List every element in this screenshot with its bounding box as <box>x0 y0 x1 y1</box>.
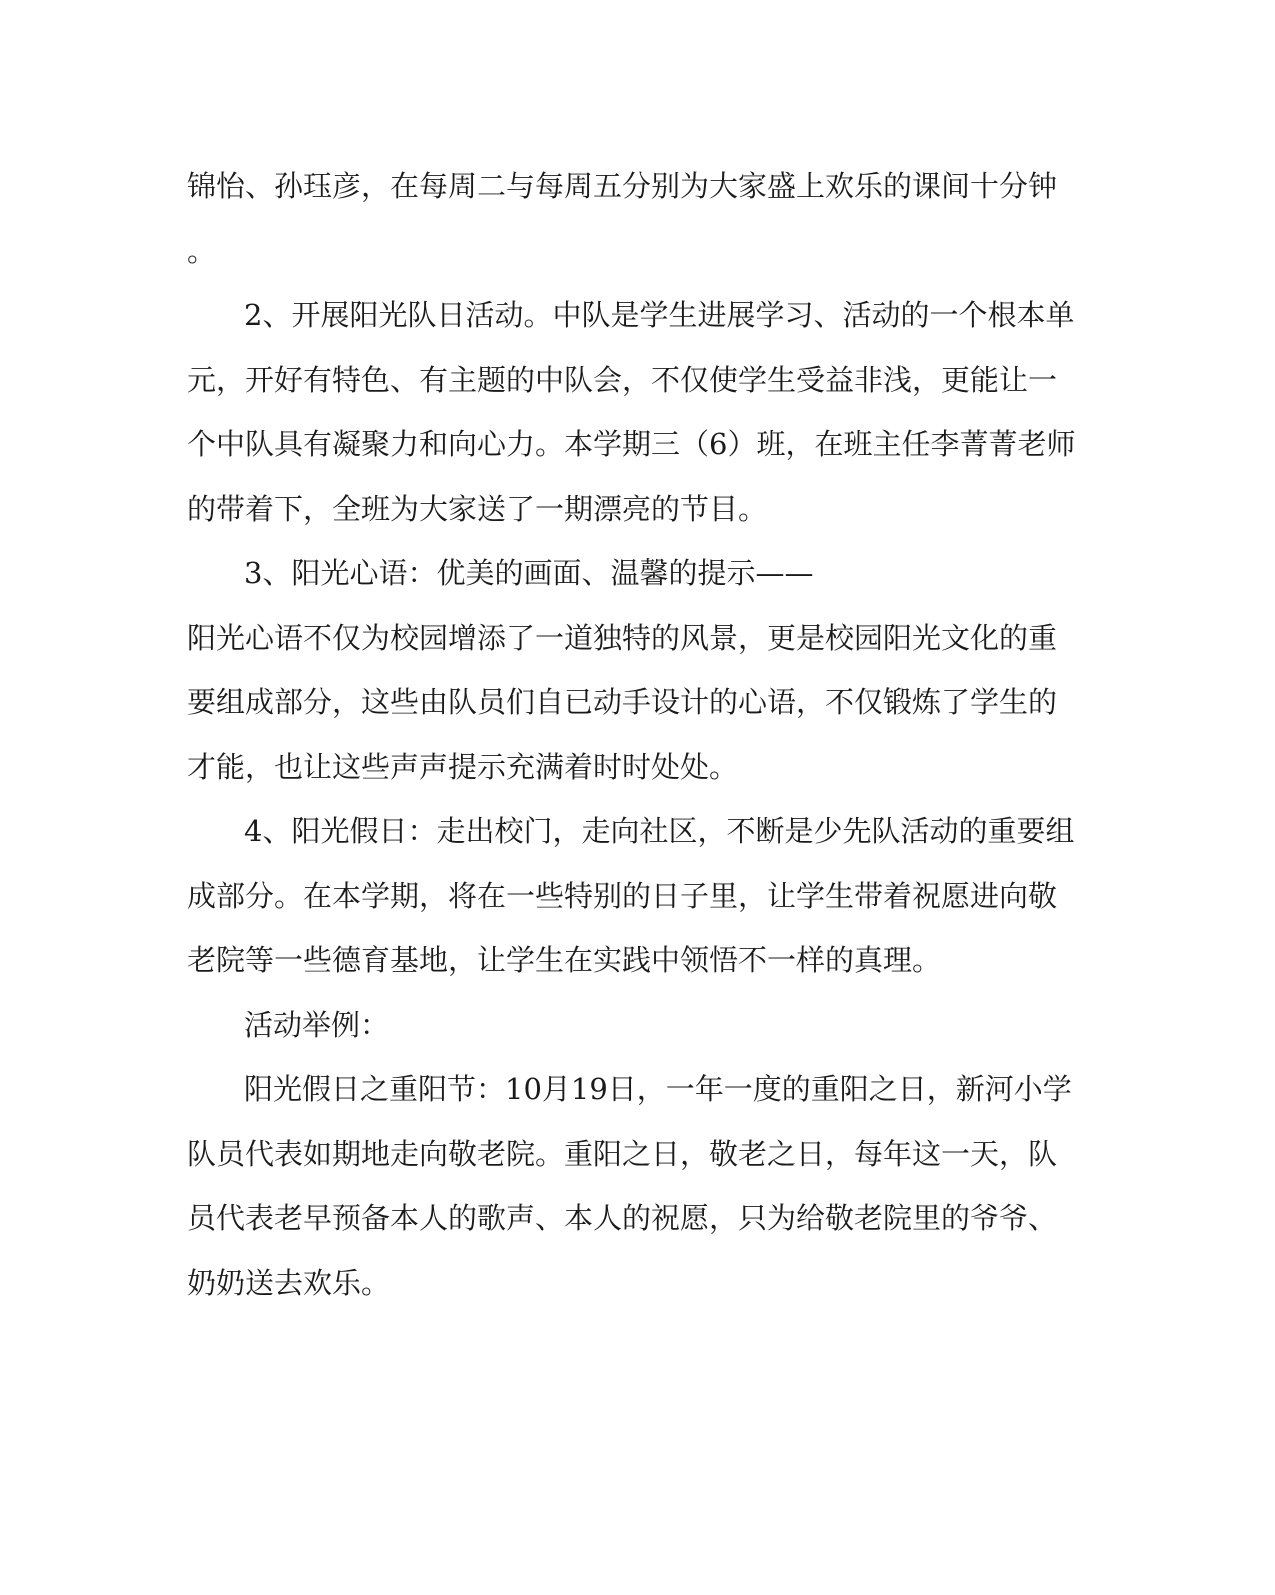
text-line: 4、阳光假日：走出校门，走向社区，不断是少先队活动的重要组 <box>244 814 1075 848</box>
text-line: 。 <box>187 233 217 268</box>
text-line: 锦怡、孙珏彦，在每周二与每周五分别为大家盛上欢乐的课间十分钟 <box>187 169 1058 203</box>
text-line: 3、阳光心语：优美的画面、温馨的提示—— <box>244 556 814 590</box>
text-line: 元，开好有特色、有主题的中队会，不仅使学生受益非浅，更能让一 <box>187 362 1058 397</box>
text-line: 个中队具有凝聚力和向心力。本学期三（6）班，在班主任李菁菁老师 <box>187 427 1076 461</box>
text-line: 队员代表如期地走向敬老院。重阳之日，敬老之日，每年这一天，队 <box>187 1136 1058 1171</box>
text-line: 要组成部分，这些由队员们自已动手设计的心语，不仅锻炼了学生的 <box>187 685 1058 719</box>
text-line: 活动举例： <box>244 1007 390 1042</box>
text-line: 的带着下，全班为大家送了一期漂亮的节目。 <box>187 491 768 526</box>
text-line: 阳光心语不仅为校园增添了一道独特的风景，更是校园阳光文化的重 <box>187 620 1058 655</box>
text-line: 奶奶送去欢乐。 <box>187 1265 391 1300</box>
document-body <box>187 154 1076 1315</box>
text-line: 2、开展阳光队日活动。中队是学生进展学习、活动的一个根本单 <box>244 298 1075 332</box>
text-line: 阳光假日之重阳节：10月19日，一年一度的重阳之日，新河小学 <box>244 1072 1072 1106</box>
text-line: 成部分。在本学期，将在一些特别的日子里，让学生带着祝愿进向敬 <box>187 878 1058 913</box>
text-line: 员代表老早预备本人的歌声、本人的祝愿，只为给敬老院里的爷爷、 <box>187 1201 1058 1235</box>
text-line: 老院等一些德育基地，让学生在实践中领悟不一样的真理。 <box>187 943 942 977</box>
text-line: 才能，也让这些声声提示充满着时时处处。 <box>187 749 739 784</box>
